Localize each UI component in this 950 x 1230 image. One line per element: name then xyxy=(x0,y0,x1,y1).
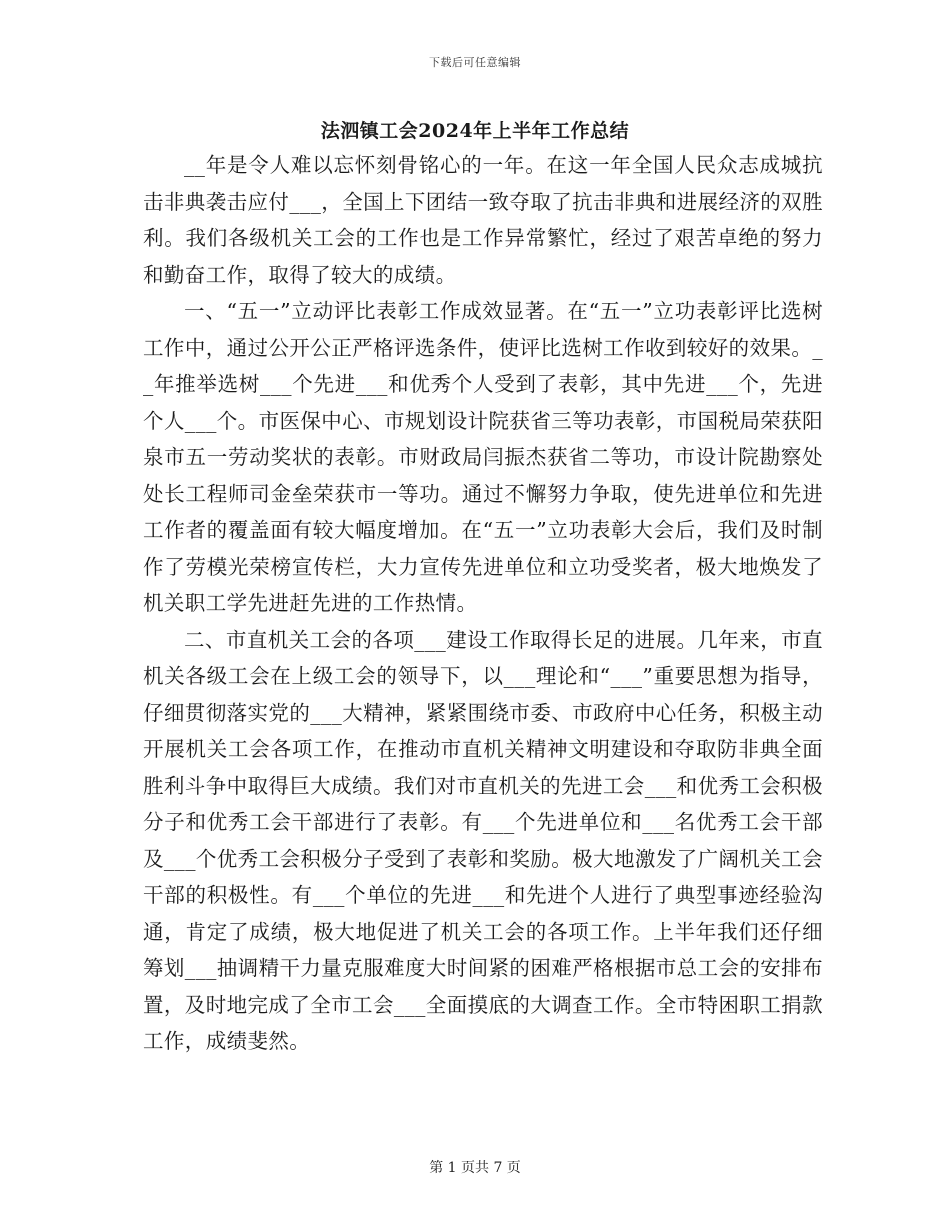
paragraph-section-2: 二、市直机关工会的各项___建设工作取得长足的进展。几年来，市直机关各级工会在上级工会的领导下，以___理论和“___”重要思想为指导，仔细贯彻落实党的___大精神，紧紧围绕市委、市政府中心任务，积极主动开展机关工会各项工作，在推动市直机关精神文明建设和夺取防非典全面胜利斗争中取得巨大成绩。我们对市直机关的先进工会___和优秀工会积极分子和优秀工会干部进行了表彰。有___个先进单位和___名优秀工会干部及___个优秀工会积极分子受到了表彰和奖励。极大地激发了广阔机关工会干部的积极性。有___个单位的先进___和先进个人进行了典型事迹经验沟通，肯定了成绩，极大地促进了机关工会的各项工作。上半年我们还仔细筹划___抽调精干力量克服难度大时间紧的困难严格根据市总工会的安排布置，及时地完成了全市工会___全面摸底的大调查工作。全市特困职工捐款工作，成绩斐然。 xyxy=(143,627,823,1053)
paragraph-section-1: 一、“五一”立动评比表彰工作成效显著。在“五一”立功表彰评比选树工作中，通过公开公正严格评选条件，使评比选树工作收到较好的效果。__年推举选树___个先进___和优秀个人受到了表彰，其中先进___个，先进个人___个。市医保中心、市规划设计院获省三等功表彰，市国税局荣获阳泉市五一劳动奖状的表彰。市财政局闫振杰获省二等功，市设计院勘察处处长工程师司金垒荣获市一等功。通过不懈努力争取，使先进单位和先进工作者的覆盖面有较大幅度增加。在“五一”立功表彰大会后，我们及时制作了劳模光荣榜宣传栏，大力宣传先进单位和立功受奖者，极大地焕发了机关职工学先进赶先进的工作热情。 xyxy=(143,299,823,615)
document-title: 法泗镇工会2024年上半年工作总结 xyxy=(320,120,630,142)
page-number-footer: 第 1 页共 7 页 xyxy=(429,1160,521,1176)
paragraph-intro: __年是令人难以忘怀刻骨铭心的一年。在这一年全国人民众志成城抗击非典袭击应付___，全国上下团结一致夺取了抗击非典和进展经济的双胜利。我们各级机关工会的工作也是工作异常繁忙，经过了艰苦卓绝的努力和勤奋工作，取得了较大的成绩。 xyxy=(143,153,823,287)
document-body xyxy=(143,147,823,1060)
page-header-note: 下载后可任意编辑 xyxy=(429,56,521,69)
